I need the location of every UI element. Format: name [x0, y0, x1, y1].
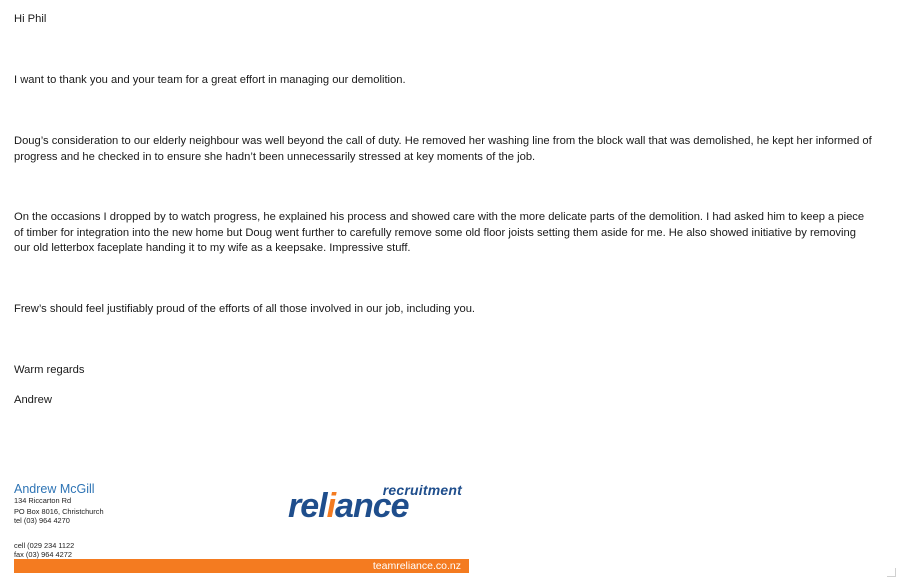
corner-marker	[887, 568, 896, 577]
logo-reliance-accent-i: i	[326, 487, 336, 525]
signature-cell: cell (029 234 1122	[14, 541, 75, 550]
email-paragraph-thanks: I want to thank you and your team for a great effort in managing our demolition.	[14, 74, 406, 86]
email-sender-name: Andrew	[14, 394, 52, 406]
email-closing: Warm regards	[14, 364, 85, 376]
signature-tel: tel (03) 964 4270	[14, 516, 70, 525]
signature-address-line1: 134 Riccarton Rd	[14, 496, 72, 505]
signature-name: Andrew McGill	[14, 482, 95, 496]
email-greeting: Hi Phil	[14, 13, 47, 25]
signature-fax: fax (03) 964 4272	[14, 550, 72, 559]
signature-orange-bar	[14, 559, 469, 573]
logo-reliance-part2: ance	[335, 487, 409, 525]
logo-word-reliance	[288, 486, 409, 526]
email-paragraph-occasions: On the occasions I dropped by to watch progress, he explained his process and showed care with the more delicate parts of the demolition. I had asked him to keep a piece of timber for integration into the new home but Doug went further to carefully remove some old floor joists setting them aside for me. He also showed initiative by removing our old letterbox faceplate handing it to my wife as a keepsake. Impressive stuff.	[14, 211, 865, 254]
reliance-recruitment-logo	[286, 482, 466, 526]
email-paragraph-doug: Doug’s consideration to our elderly neighbour was well beyond the call of duty. He removed her washing line from the block wall that was demolished, he kept her informed of progress and he checked in to ensure she hadn’t been unnecessarily stressed at key moments of the job.	[14, 135, 872, 163]
email-paragraph-frews: Frew’s should feel justifiably proud of the efforts of all those involved in our job, including you.	[14, 303, 476, 315]
logo-word-recruitment: recruitment	[382, 482, 462, 498]
website-link[interactable]: teamreliance.co.nz	[372, 560, 461, 572]
signature-address-line2: PO Box 8016, Christchurch	[14, 507, 104, 516]
logo-reliance-part1: rel	[288, 487, 327, 525]
